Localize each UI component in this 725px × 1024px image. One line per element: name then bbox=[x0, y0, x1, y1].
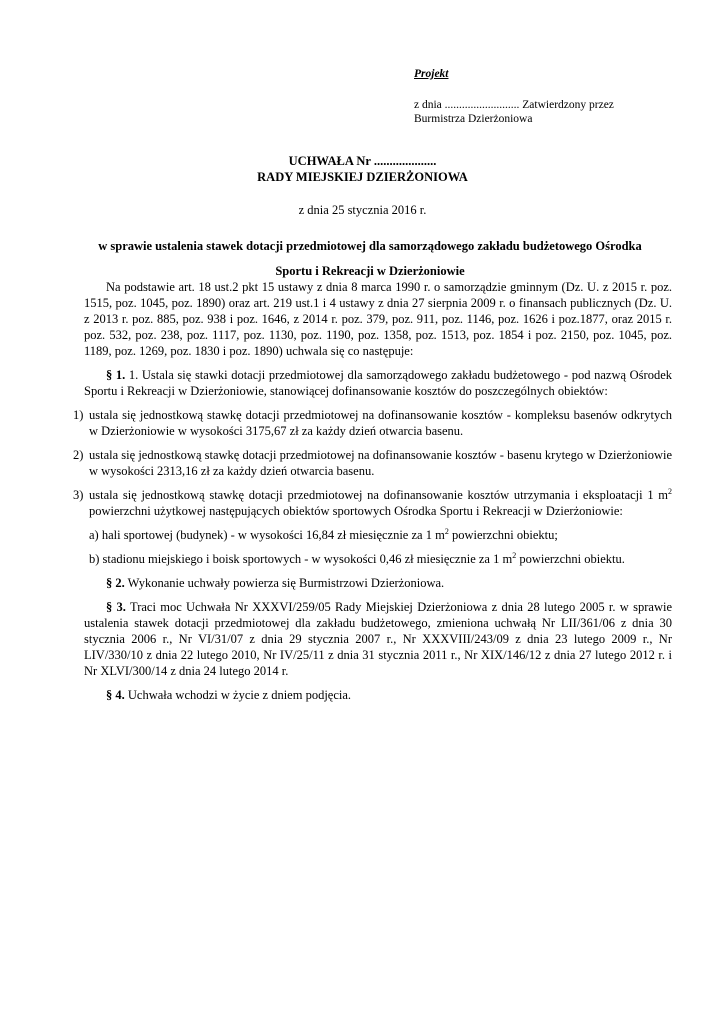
paragraph-2 bbox=[84, 575, 672, 591]
list-item-text-b: powierzchni użytkowej następujących obiektów sportowych Ośrodka Sportu i Rekreacji w Dzierżoniowie: bbox=[89, 504, 623, 518]
list-item-text: ustala się jednostkową stawkę dotacji przedmiotowej na dofinansowanie kosztów - kompleksu basenów odkrytych w Dzierżoniowie w wysokości 3175,67 zł za każdy dzień otwarcia basenu. bbox=[89, 408, 672, 438]
sub-item-b-text-b: powierzchni obiektu. bbox=[516, 552, 625, 566]
sub-item-a-text: a) hali sportowej (budynek) - w wysokości 16,84 zł miesięcznie za 1 m bbox=[89, 528, 445, 542]
resolution-date: z dnia 25 stycznia 2016 r. bbox=[298, 203, 427, 217]
paragraph-2-text: Wykonanie uchwały powierza się Burmistrzowi Dzierżoniowa. bbox=[124, 576, 445, 590]
resolution-subject bbox=[60, 234, 680, 284]
resolution-number: UCHWAŁA Nr .................... bbox=[288, 154, 437, 168]
superscript: 2 bbox=[444, 526, 449, 536]
paragraph-3-label: § 3. bbox=[106, 600, 126, 614]
sub-item-b-text: b) stadionu miejskiego i boisk sportowych - w wysokości 0,46 zł miesięcznie za 1 m bbox=[89, 552, 513, 566]
council-name: RADY MIEJSKIEJ DZIERŻONIOWA bbox=[257, 170, 468, 184]
superscript: 2 bbox=[512, 550, 517, 560]
projekt-label: Projekt bbox=[414, 68, 449, 80]
preamble: Na podstawie art. 18 ust.2 pkt 15 ustawy z dnia 8 marca 1990 r. o samorządzie gminnym (Dz. U. z 2015 r. poz. 1515, poz. 1045, poz. 1890) oraz art. 219 ust.1 i 4 ustawy z dnia 27 sierpnia 2009 r. o finansach publicznych (Dz. U. z 2013 r. poz. 885, poz. 938 i poz. 1646, z 2014 r. poz. 379, poz. 911, poz. 1146, poz. 1626 i poz.1877, oraz 2015 r. poz. 532, poz. 238, poz. 1117, poz. 1130, poz. 1190, poz. 1358, poz. 1513, poz. 1854 i poz. 2150, poz. 1045, poz. 1189, poz. 1269, poz. 1830 i poz. 1890) uchwala się co następuje: bbox=[84, 280, 672, 358]
list-item bbox=[73, 407, 672, 439]
list-item bbox=[73, 486, 672, 519]
sub-item-b bbox=[84, 551, 672, 567]
list-number: 3) bbox=[73, 488, 84, 502]
paragraph-1-text: 1. Ustala się stawki dotacji przedmiotowej dla samorządowego zakładu budżetowego - pod nazwą Ośrodek Sportu i Rekreacji w Dzierżoniowie, stanowiącej dofinansowanie kosztów do poszczególnych obiektów: bbox=[84, 368, 672, 398]
paragraph-2-label: § 2. bbox=[106, 576, 125, 590]
superscript: 2 bbox=[668, 486, 672, 496]
subject-line-1: w sprawie ustalenia stawek dotacji przedmiotowej dla samorządowego zakładu budżetowego Ośrodka bbox=[98, 239, 642, 253]
approval-authority: Burmistrza Dzierżoniowa bbox=[414, 113, 533, 125]
paragraph-3-text: Traci moc Uchwała Nr XXXVI/259/05 Rady Miejskiej Dzierżoniowa z dnia 28 lutego 2005 r. w sprawie ustalenia stawek dotacji przedmiotowej dla zakładu budżetowego, zmieniona uchwałą Nr LII/361/06 z dnia 30 stycznia 2006 r., Nr VI/31/07 z dnia 29 stycznia 2007 r., Nr XXXVIII/243/09 z dnia 23 lutego 2009 r., Nr LIV/330/10 z dnia 22 lutego 2010, Nr IV/25/11 z dnia 31 stycznia 2011 r., Nr XIX/146/12 z dnia 27 lutego 2012 r. i Nr XLVI/300/14 z dnia 24 lutego 2014 r. bbox=[84, 600, 672, 678]
sub-item-a bbox=[84, 527, 672, 543]
approval-line: z dnia .......................... Zatwierdzony przez bbox=[414, 99, 614, 111]
list-item-text: ustala się jednostkową stawkę dotacji przedmiotowej na dofinansowanie kosztów - basenu krytego w Dzierżoniowie w wysokości 2313,16 zł za każdy dzień otwarcia basenu. bbox=[89, 448, 672, 478]
list-item bbox=[73, 447, 672, 479]
list-number: 1) bbox=[73, 408, 84, 422]
projekt-header bbox=[414, 67, 674, 126]
paragraph-4 bbox=[84, 687, 672, 703]
paragraph-4-text: Uchwała wchodzi w życie z dniem podjęcia. bbox=[124, 688, 352, 702]
subject-line-2: Sportu i Rekreacji w Dzierżoniowie bbox=[275, 264, 465, 278]
paragraph-4-label: § 4. bbox=[106, 688, 125, 702]
paragraph-1-label: § 1. bbox=[106, 368, 126, 382]
paragraph-1 bbox=[84, 367, 672, 399]
paragraph-3 bbox=[84, 599, 672, 679]
sub-item-a-text-b: powierzchni obiektu; bbox=[448, 528, 558, 542]
list-number: 2) bbox=[73, 448, 84, 462]
resolution-body bbox=[73, 279, 672, 711]
list-item-text-a: ustala się jednostkową stawkę dotacji przedmiotowej na dofinansowanie kosztów utrzymania i eksploatacji 1 m bbox=[89, 488, 668, 502]
